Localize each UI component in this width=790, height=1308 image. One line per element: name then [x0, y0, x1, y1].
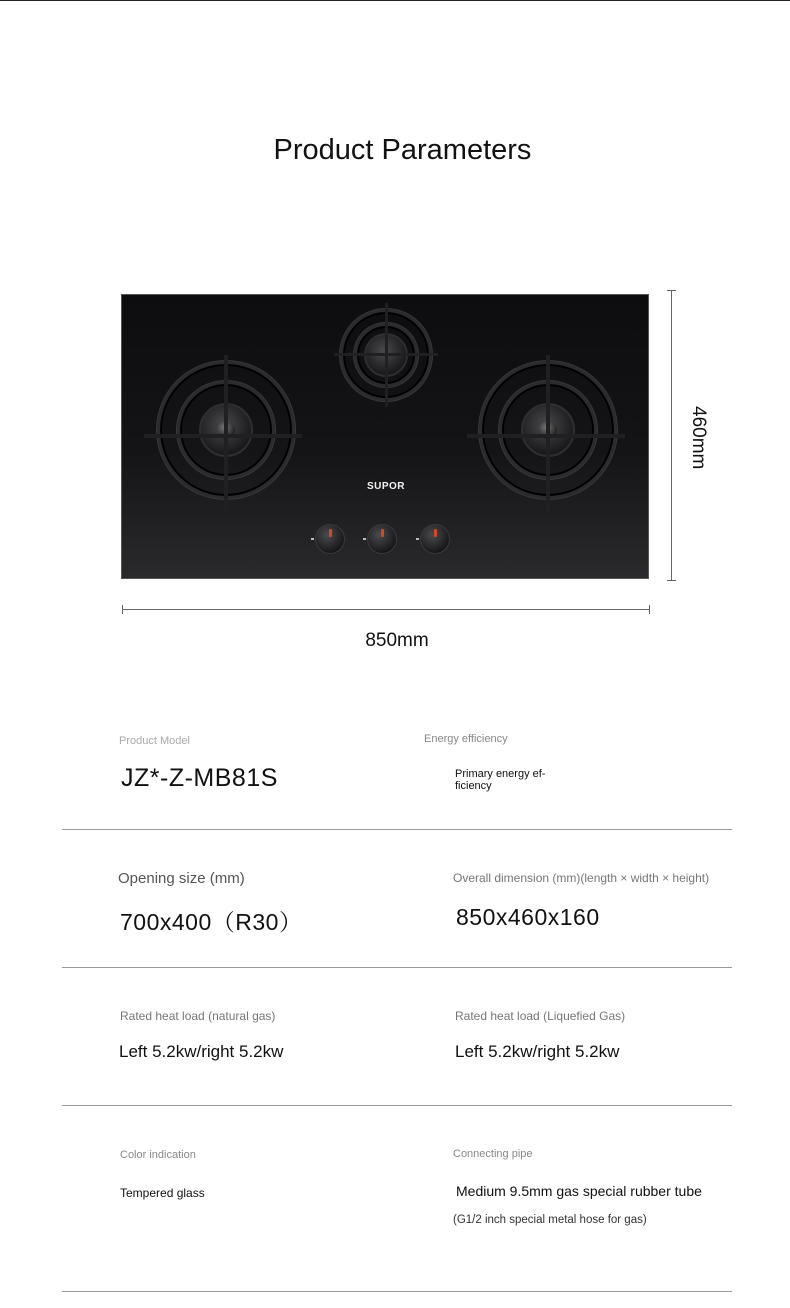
- separator: [62, 967, 732, 968]
- separator: [62, 1291, 732, 1292]
- right-knob: [420, 524, 450, 554]
- product-model-label: Product Model: [119, 735, 190, 747]
- separator: [62, 829, 732, 830]
- left-grate-h: [144, 434, 302, 438]
- liquefied-gas-heat-load-label: Rated heat load (Liquefied Gas): [455, 1009, 626, 1023]
- color-indication-label: Color indication: [120, 1149, 196, 1161]
- cooktop-image: [121, 294, 649, 579]
- height-dimension-line: [671, 290, 672, 581]
- height-dimension-cap-bottom: [667, 580, 676, 581]
- height-dimension-cap-top: [667, 290, 676, 291]
- width-dimension-cap-right: [649, 605, 650, 614]
- overall-dimension-label: Overall dimension (mm)(length × width × height): [453, 871, 710, 885]
- brand-logo: SUPOR: [366, 481, 406, 492]
- separator: [62, 1105, 732, 1106]
- center-grate-v: [385, 303, 388, 407]
- center-knob: [367, 524, 397, 554]
- natural-gas-heat-load-label: Rated heat load (natural gas): [120, 1009, 276, 1023]
- top-border: [0, 0, 790, 1]
- opening-size-label: Opening size (mm): [118, 870, 245, 887]
- connecting-pipe-value: Medium 9.5mm gas special rubber tube: [456, 1183, 702, 1199]
- width-dimension-cap-left: [122, 605, 123, 614]
- liquefied-gas-heat-load-value: Left 5.2kw/right 5.2kw: [455, 1042, 620, 1061]
- opening-size-value: 700x400（R30）: [120, 909, 303, 935]
- energy-efficiency-label: Energy efficiency: [424, 733, 508, 745]
- energy-efficiency-value-line1: Primary energy ef-: [455, 768, 546, 780]
- page-title: Product Parameters: [273, 134, 532, 166]
- connecting-pipe-label: Connecting pipe: [453, 1148, 533, 1160]
- energy-efficiency-value-line2: ficiency: [455, 780, 492, 792]
- natural-gas-heat-load-value: Left 5.2kw/right 5.2kw: [119, 1042, 284, 1061]
- width-dimension-line: [122, 609, 650, 610]
- width-dimension-label: 850mm: [365, 630, 429, 651]
- connecting-pipe-note: (G1/2 inch special metal hose for gas): [453, 1214, 647, 1226]
- product-model-value: JZ*-Z-MB81S: [121, 764, 278, 792]
- color-indication-value: Tempered glass: [120, 1186, 205, 1200]
- height-dimension-label: 460mm: [688, 406, 709, 470]
- left-knob: [315, 524, 345, 554]
- overall-dimension-value: 850x460x160: [456, 904, 600, 930]
